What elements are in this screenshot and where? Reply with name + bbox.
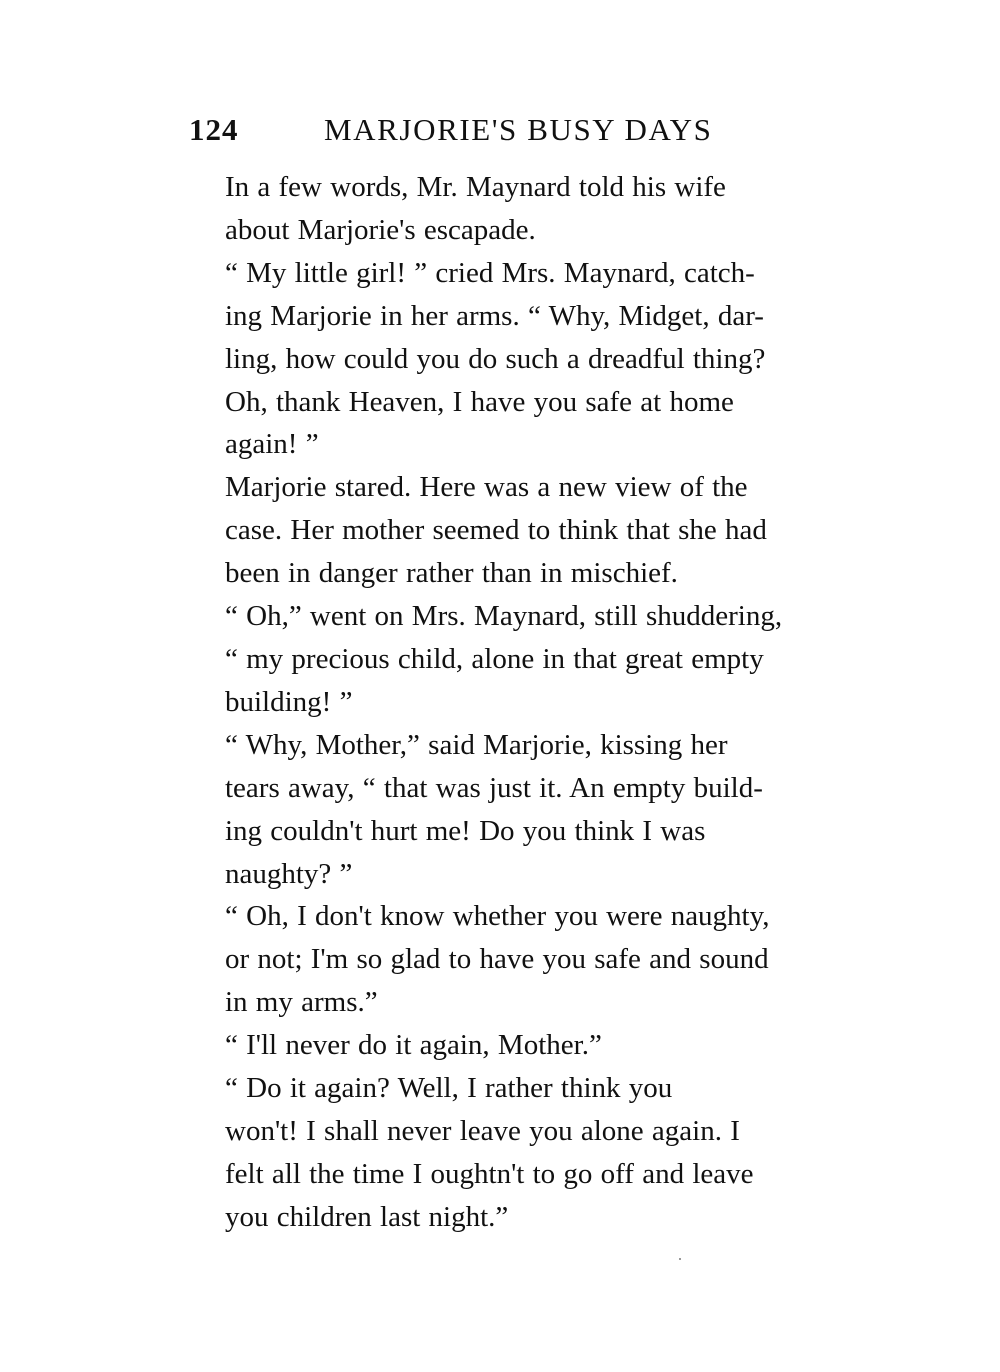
text-line: won't! I shall never leave you alone again. I [225, 1114, 740, 1147]
paragraph [189, 724, 879, 896]
text-line: or not; I'm so glad to have you safe and sound [225, 943, 769, 976]
body-text [189, 166, 879, 1239]
text-line: in my arms.” [225, 986, 378, 1019]
text-line: case. Her mother seemed to think that she had [225, 514, 767, 547]
text-line: “ Why, Mother,” said Marjorie, kissing her [225, 728, 728, 761]
paragraph [189, 466, 879, 595]
text-line: “ My little girl! ” cried Mrs. Maynard, catch- [225, 256, 755, 289]
text-line: “ Oh,” went on Mrs. Maynard, still shuddering, [225, 600, 783, 633]
print-speck [679, 1258, 681, 1260]
text-line: “ Oh, I don't know whether you were naughty, [225, 900, 770, 933]
paragraph [189, 166, 879, 252]
page-header [189, 104, 879, 156]
text-line: ing Marjorie in her arms. “ Why, Midget, dar- [225, 299, 764, 332]
text-line: ling, how could you do such a dreadful thing? [225, 342, 766, 375]
text-line: building! ” [225, 685, 353, 718]
text-line: naughty? ” [225, 857, 353, 890]
text-line: about Marjorie's escapade. [225, 213, 536, 246]
text-line: again! ” [225, 428, 319, 461]
book-page [189, 104, 879, 1239]
text-line: been in danger rather than in mischief. [225, 557, 678, 590]
paragraph [189, 252, 879, 467]
text-line: tears away, “ that was just it. An empty build- [225, 771, 763, 804]
paragraph [189, 895, 879, 1024]
text-line: you children last night.” [225, 1200, 509, 1233]
paragraph [189, 1024, 879, 1067]
text-line: “ Do it again? Well, I rather think you [225, 1072, 673, 1105]
text-line: “ my precious child, alone in that great empty [225, 642, 764, 675]
paragraph [189, 595, 879, 724]
running-title: MARJORIE'S BUSY DAYS [324, 112, 713, 147]
text-line: felt all the time I oughtn't to go off and leave [225, 1157, 754, 1190]
text-line: In a few words, Mr. Maynard told his wife [225, 171, 726, 203]
text-line: Marjorie stared. Here was a new view of the [225, 471, 748, 504]
text-line: Oh, thank Heaven, I have you safe at home [225, 385, 734, 418]
text-line: “ I'll never do it again, Mother.” [225, 1029, 602, 1062]
text-line: ing couldn't hurt me! Do you think I was [225, 814, 706, 847]
page-number: 124 [189, 112, 239, 147]
paragraph [189, 1067, 879, 1239]
